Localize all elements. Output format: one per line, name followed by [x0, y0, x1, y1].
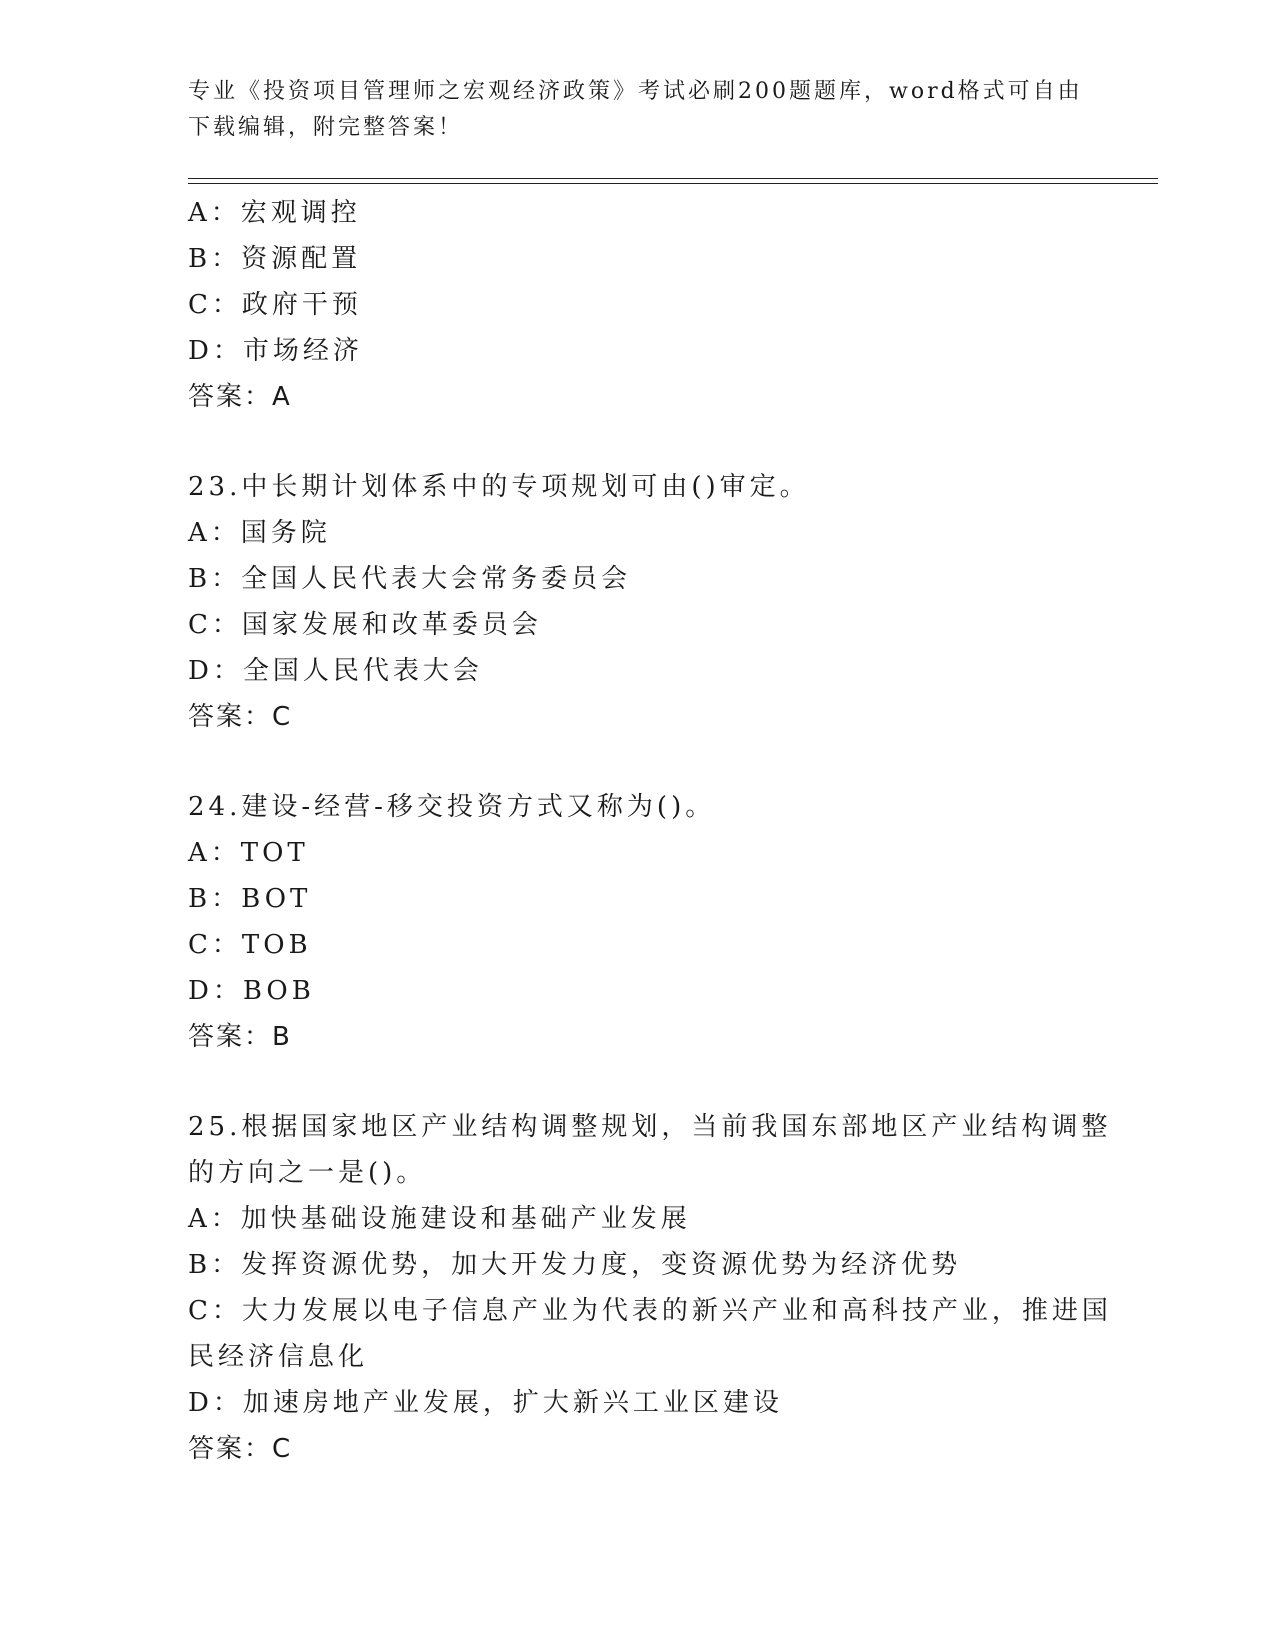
option-c: C：国家发展和改革委员会	[188, 610, 542, 640]
option-c: C：政府干预	[188, 290, 362, 320]
question-block-22	[188, 190, 1088, 420]
answer-line: 答案：A	[188, 382, 292, 412]
option-a: A：加快基础设施建设和基础产业发展	[188, 1204, 691, 1234]
question-list	[188, 190, 1112, 1472]
question-text: 24.建设-经营-移交投资方式又称为()。	[188, 792, 716, 822]
question-text-line-2: 的方向之一是()。	[188, 1158, 427, 1188]
option-a: A：宏观调控	[188, 198, 361, 228]
spacer	[188, 420, 1088, 464]
spacer	[188, 740, 1088, 784]
option-b: B：BOT	[188, 884, 312, 914]
question-block-23	[188, 464, 1088, 740]
question-text: 23.中长期计划体系中的专项规划可由()审定。	[188, 472, 810, 502]
question-block-25	[188, 1104, 1112, 1472]
spacer	[188, 1060, 1088, 1104]
option-d: D：加速房地产业发展，扩大新兴工业区建设	[188, 1388, 783, 1418]
question-text-line-1: 25.根据国家地区产业结构调整规划，当前我国东部地区产业结构调整	[188, 1112, 1112, 1142]
option-d: D：市场经济	[188, 336, 363, 366]
option-b: B：全国人民代表大会常务委员会	[188, 564, 632, 594]
header-line-2: 下载编辑，附完整答案！	[188, 115, 464, 140]
option-d: D：BOB	[188, 976, 315, 1006]
answer-line: 答案：C	[188, 1434, 293, 1464]
option-c-line-1: C：大力发展以电子信息产业为代表的新兴产业和高科技产业，推进国	[188, 1296, 1112, 1326]
option-c: C：TOB	[188, 930, 312, 960]
header-divider-top	[188, 178, 1158, 179]
option-a: A：TOT	[188, 838, 309, 868]
option-b: B：发挥资源优势，加大开发力度，变资源优势为经济优势	[188, 1250, 962, 1280]
question-block-24	[188, 784, 1088, 1060]
option-d: D：全国人民代表大会	[188, 656, 483, 686]
option-a: A：国务院	[188, 518, 331, 548]
option-c-line-2: 民经济信息化	[188, 1342, 369, 1372]
answer-line: 答案：B	[188, 1022, 292, 1052]
answer-line: 答案：C	[188, 702, 293, 732]
header-line-1: 专业《投资项目管理师之宏观经济政策》考试必刷200题题库，word格式可自由	[188, 79, 1083, 104]
document-header	[188, 74, 1088, 146]
option-b: B：资源配置	[188, 244, 362, 274]
header-divider-bottom	[188, 183, 1158, 184]
